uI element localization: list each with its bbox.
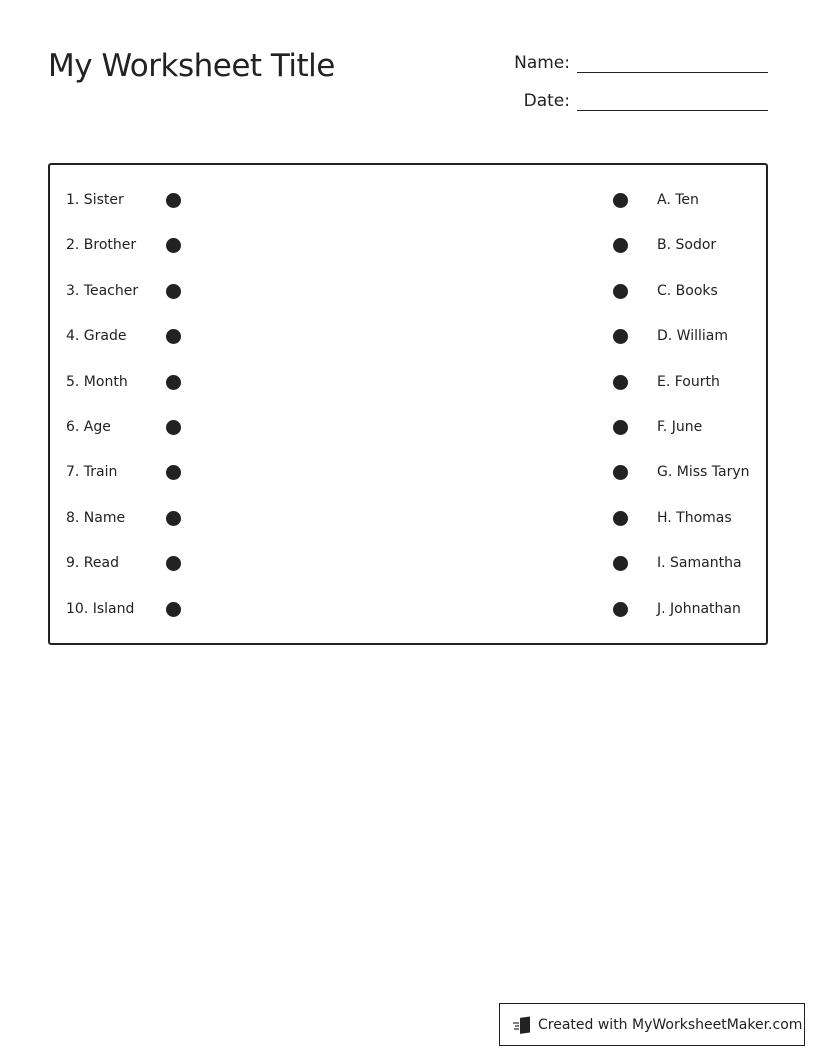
right-item: A. Ten [657, 192, 699, 208]
right-dot-icon[interactable] [613, 284, 628, 299]
left-dot-icon[interactable] [166, 465, 181, 480]
match-row [50, 462, 766, 482]
right-item: H. Thomas [657, 509, 732, 526]
right-item: D. William [657, 328, 728, 345]
match-row [50, 190, 766, 210]
name-line[interactable] [577, 52, 768, 73]
match-row [50, 599, 766, 619]
left-item: 7. Train [66, 464, 118, 481]
left-item: 10. Island [66, 600, 135, 617]
left-dot-icon[interactable] [166, 375, 181, 390]
left-item: 9. Read [66, 555, 119, 572]
right-dot-icon[interactable] [613, 511, 628, 526]
worksheet-logo-icon [512, 1015, 532, 1035]
left-item: 3. Teacher [66, 282, 139, 299]
right-item: C. Books [657, 282, 718, 299]
left-item: 1. Sister [66, 192, 124, 208]
date-field[interactable] [524, 90, 768, 111]
right-dot-icon[interactable] [613, 238, 628, 253]
right-dot-icon[interactable] [613, 193, 628, 208]
right-item: E. Fourth [657, 373, 720, 390]
left-dot-icon[interactable] [166, 284, 181, 299]
match-row [50, 372, 766, 392]
right-item: F. June [657, 419, 703, 435]
right-item: G. Miss Taryn [657, 464, 750, 481]
right-dot-icon[interactable] [613, 420, 628, 435]
right-item: B. Sodor [657, 237, 717, 254]
date-line[interactable] [577, 90, 768, 111]
right-dot-icon[interactable] [613, 556, 628, 571]
date-label: Date: [523, 91, 570, 111]
right-dot-icon[interactable] [613, 375, 628, 390]
left-dot-icon[interactable] [166, 329, 181, 344]
left-item: 6. Age [66, 419, 111, 435]
footer-text: Created with MyWorksheetMaker.com [538, 1016, 803, 1033]
left-item: 4. Grade [66, 328, 127, 345]
left-dot-icon[interactable] [166, 420, 181, 435]
page-title: My Worksheet Title [48, 48, 335, 84]
left-dot-icon[interactable] [166, 556, 181, 571]
matching-box [48, 163, 768, 645]
footer-credit [499, 1003, 805, 1046]
left-item: 8. Name [66, 509, 126, 526]
left-dot-icon[interactable] [166, 602, 181, 617]
right-dot-icon[interactable] [613, 329, 628, 344]
left-item: 5. Month [66, 373, 128, 390]
left-dot-icon[interactable] [166, 238, 181, 253]
match-row [50, 417, 766, 437]
right-item: I. Samantha [657, 555, 742, 572]
right-dot-icon[interactable] [613, 602, 628, 617]
right-item: J. Johnathan [657, 600, 741, 617]
match-row [50, 281, 766, 301]
match-row [50, 326, 766, 346]
left-item: 2. Brother [66, 237, 137, 254]
match-row [50, 235, 766, 255]
match-row [50, 553, 766, 573]
name-label: Name: [514, 53, 570, 73]
right-dot-icon[interactable] [613, 465, 628, 480]
name-field[interactable] [514, 52, 768, 73]
match-row [50, 508, 766, 528]
left-dot-icon[interactable] [166, 193, 181, 208]
left-dot-icon[interactable] [166, 511, 181, 526]
